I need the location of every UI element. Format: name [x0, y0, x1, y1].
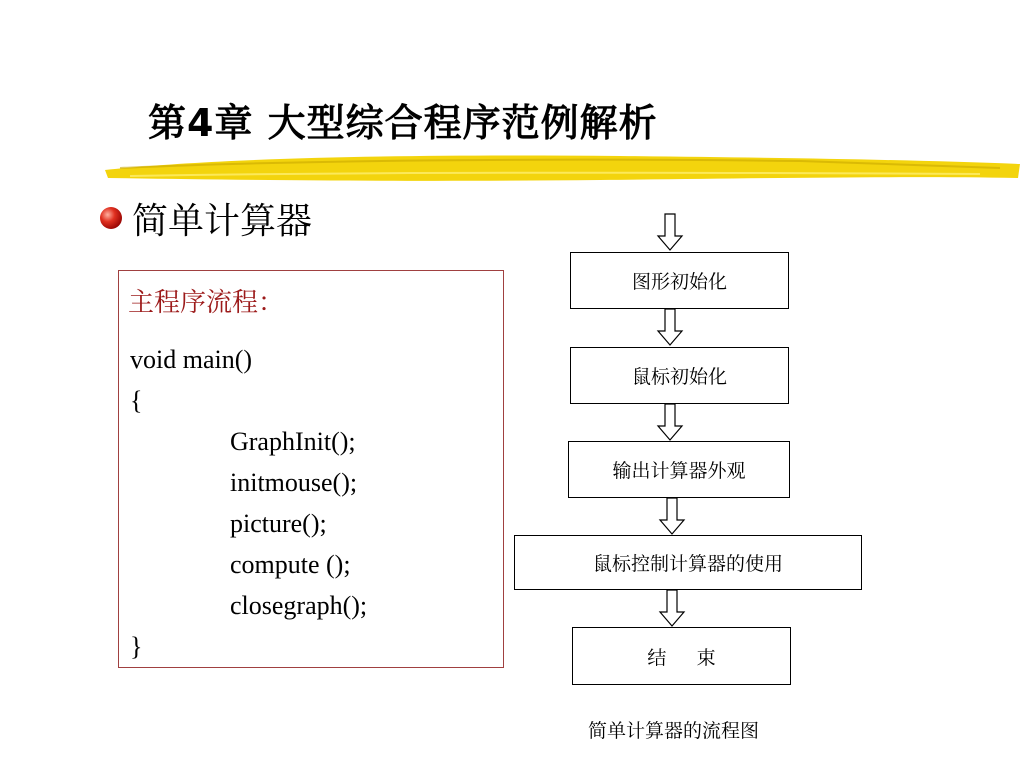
- slide-title: 第4章 大型综合程序范例解析: [148, 101, 658, 145]
- code-line: initmouse();: [230, 468, 358, 497]
- flow-step-draw-calculator: 输出计算器外观: [568, 441, 790, 498]
- flow-step-init-graphics: 图形初始化: [570, 252, 789, 309]
- flow-step-end: 结 束: [572, 627, 791, 685]
- flowchart-caption: 简单计算器的流程图: [588, 720, 760, 742]
- code-line: void main(): [130, 345, 253, 374]
- flow-arrow: [658, 404, 682, 440]
- flow-arrow: [660, 498, 684, 534]
- code-heading: 主程序流程：: [128, 288, 285, 318]
- bullet-text: 简单计算器: [132, 201, 313, 242]
- flow-arrow: [658, 309, 682, 345]
- flow-step-init-mouse: 鼠标初始化: [570, 347, 789, 404]
- code-line: GraphInit();: [230, 427, 356, 456]
- code-line: picture();: [230, 509, 327, 538]
- code-line: closegraph();: [230, 591, 368, 620]
- flow-arrow: [660, 590, 684, 626]
- flow-arrow: [658, 214, 682, 250]
- code-line: {: [130, 386, 143, 415]
- code-line: compute ();: [230, 550, 351, 579]
- flow-step-mouse-control: 鼠标控制计算器的使用: [514, 535, 862, 590]
- code-line: }: [130, 632, 143, 661]
